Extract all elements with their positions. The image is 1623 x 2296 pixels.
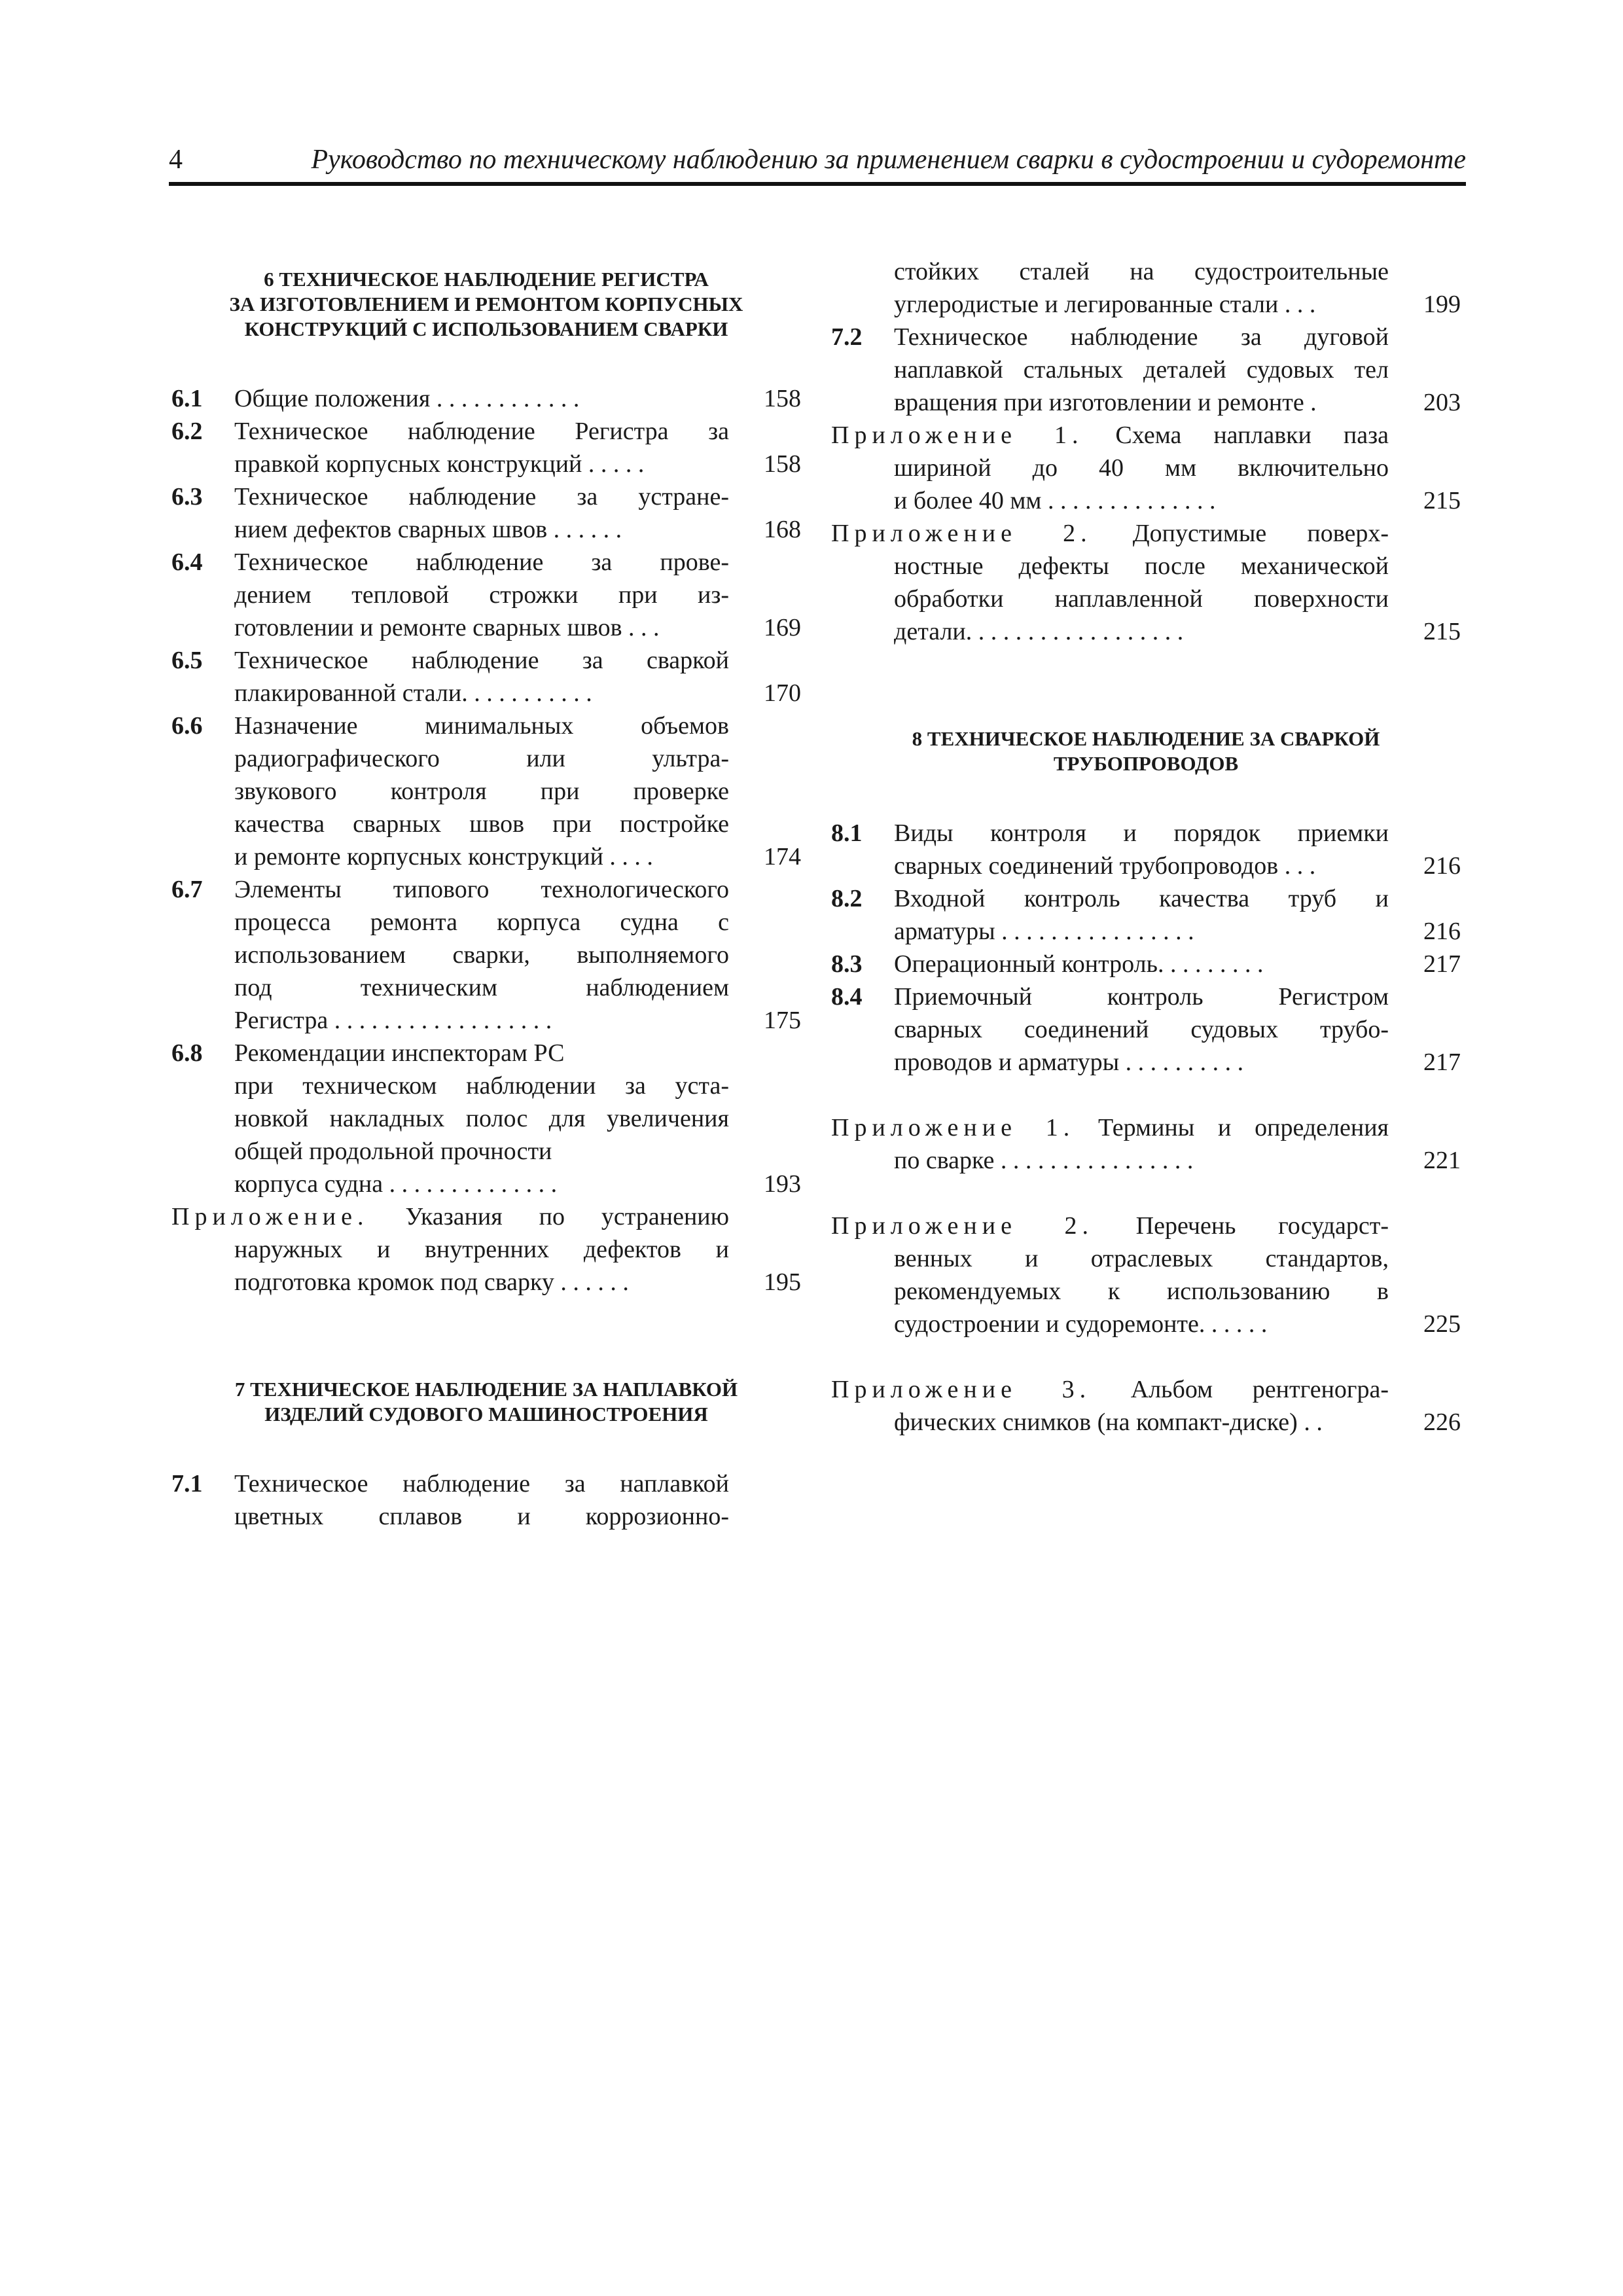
entry-title: Приложение 2. Перечень государст- венных и отраслевых стандартов, рекомендуемых к использованию в судостроении и судоремонте. . . . . . [831, 1212, 1389, 1338]
entry-page: 216 [1423, 918, 1461, 945]
entry-number: 6.3 [171, 483, 203, 511]
entry-title: Техническое наблюдение за сваркой плакированной стали. . . . . . . . . . . [234, 647, 729, 707]
toc-entry-8-3[interactable] [831, 948, 1461, 980]
toc-entry-8-2[interactable] [831, 882, 1461, 948]
entry-title: Операционный контроль. . . . . . . . . [894, 950, 1264, 978]
page-header [169, 143, 1466, 186]
entry-title: Техническое наблюдение за устране- нием дефектов сварных швов . . . . . . [234, 483, 729, 543]
appendix-label: Приложение 2. [831, 520, 1092, 547]
entry-number: 6.4 [171, 548, 203, 576]
entry-title: Входной контроль качества труб и арматуры . . . . . . . . . . . . . . . . [894, 885, 1389, 945]
entry-page: 158 [764, 450, 801, 478]
entry-title: Назначение минимальных объемов радиографического или ультра- звукового контроля при проверке качества сварных швов при постройке и ремонте корпусных конструкций . . . . [234, 712, 729, 870]
entry-title: стойких сталей на судостроительные углеродистые и легированные стали . . . [894, 258, 1389, 318]
left-column [171, 267, 801, 1533]
entry-number: 6.8 [171, 1039, 203, 1067]
toc-entry-section-7-appendix-1[interactable] [831, 419, 1461, 517]
entry-page: 199 [1423, 291, 1461, 318]
entry-page: 174 [764, 843, 801, 870]
right-column [831, 255, 1461, 1439]
entry-title: Приложение 2. Допустимые поверх- ностные дефекты после механической обработки наплавленной поверхности детали. . . . . . . . . . . . . . . . . . [831, 520, 1389, 645]
entry-page: 203 [1423, 389, 1461, 416]
entry-title: Техническое наблюдение за наплавкой цветных сплавов и коррозионно- [234, 1470, 729, 1530]
toc-entry-6-8[interactable] [171, 1037, 801, 1200]
entry-number: 8.1 [831, 819, 863, 847]
entry-number: 8.2 [831, 885, 863, 912]
toc-entry-7-2[interactable] [831, 321, 1461, 419]
toc-entry-section-8-appendix-2[interactable] [831, 1210, 1461, 1340]
toc-entry-section-7-appendix-2[interactable] [831, 517, 1461, 648]
entry-page: 215 [1423, 618, 1461, 645]
appendix-label: Приложение 1. [831, 1114, 1075, 1141]
entry-page: 168 [764, 516, 801, 543]
section-7-title: 7 ТЕХНИЧЕСКОЕ НАБЛЮДЕНИЕ ЗА НАПЛАВКОЙ ИЗДЕЛИЙ СУДОВОГО МАШИНОСТРОЕНИЯ [234, 1378, 738, 1426]
toc-entry-6-2[interactable] [171, 415, 801, 480]
entry-page: 170 [764, 679, 801, 707]
toc-entry-7-1[interactable] [171, 1467, 801, 1533]
entry-title: Приложение 1. Термины и определения по сварке . . . . . . . . . . . . . . . . [831, 1114, 1389, 1174]
toc-entry-7-1-continued[interactable] [831, 255, 1461, 321]
entry-title: Общие положения . . . . . . . . . . . . [234, 385, 580, 412]
entry-page: 226 [1423, 1408, 1461, 1436]
entry-title: Рекомендации инспекторам РС при техническом наблюдении за уста- новкой накладных полос для увеличения общей продольной прочности корпуса судна . . . . . . . . . . . . . . [234, 1039, 729, 1198]
toc-entry-6-6[interactable] [171, 709, 801, 873]
entry-page: 175 [764, 1007, 801, 1034]
toc-section-7-continued [831, 255, 1461, 648]
toc-entry-6-5[interactable] [171, 644, 801, 709]
toc-section-8 [831, 817, 1461, 1439]
toc-entry-8-1[interactable] [831, 817, 1461, 882]
entry-page: 158 [764, 385, 801, 412]
entry-title: Приложение. Указания по устранению наружных и внутренних дефектов и подготовка кромок под сварку . . . . . . [171, 1203, 730, 1296]
toc-entry-section-8-appendix-3[interactable] [831, 1373, 1461, 1439]
entry-number: 8.4 [831, 983, 863, 1011]
toc-section-7 [171, 1467, 801, 1533]
entry-number: 6.2 [171, 418, 203, 445]
entry-page: 221 [1423, 1147, 1461, 1174]
entry-title: Виды контроля и порядок приемки сварных соединений трубопроводов . . . [894, 819, 1389, 880]
entry-number: 6.5 [171, 647, 203, 674]
toc-entry-section-6-appendix[interactable] [171, 1200, 801, 1299]
entry-number: 6.6 [171, 712, 203, 740]
appendix-label: Приложение 2. [831, 1212, 1094, 1240]
entry-page: 215 [1423, 487, 1461, 514]
toc-section-6 [171, 382, 801, 1299]
entry-title: Техническое наблюдение за дуговой наплавкой стальных деталей судовых тел вращения при изготовлении и ремонте . [894, 323, 1389, 416]
entry-number: 6.7 [171, 876, 203, 903]
entry-number: 8.3 [831, 950, 863, 978]
entry-number: 7.1 [171, 1470, 203, 1498]
toc-entry-section-8-appendix-1[interactable] [831, 1111, 1461, 1177]
entry-title: Техническое наблюдение Регистра за правкой корпусных конструкций . . . . . [234, 418, 729, 478]
toc-entry-6-7[interactable] [171, 873, 801, 1037]
entry-page: 216 [1423, 852, 1461, 880]
toc-entry-6-4[interactable] [171, 546, 801, 644]
entry-number: 6.1 [171, 385, 203, 412]
entry-title: Техническое наблюдение за прове- дением тепловой строжки при из- готовлении и ремонте сварных швов . . . [234, 548, 729, 641]
appendix-label: Приложение 3. [831, 1376, 1092, 1403]
section-6-title: 6 ТЕХНИЧЕСКОЕ НАБЛЮДЕНИЕ РЕГИСТРА ЗА ИЗГОТОВЛЕНИЕМ И РЕМОНТОМ КОРПУСНЫХ КОНСТРУКЦИЙ С ИСПОЛЬЗОВАНИЕМ СВАРКИ [229, 268, 743, 340]
page-number: 4 [169, 145, 183, 175]
entry-page: 169 [764, 614, 801, 641]
entry-title: Приемочный контроль Регистром сварных соединений судовых трубо- проводов и арматуры . . . . . . . . . . [894, 983, 1389, 1076]
section-8-title: 8 ТЕХНИЧЕСКОЕ НАБЛЮДЕНИЕ ЗА СВАРКОЙ ТРУБОПРОВОДОВ [912, 727, 1380, 775]
running-title: Руководство по техническому наблюдению за применением сварки в судостроении и судоремонте [311, 145, 1466, 175]
appendix-label: Приложение. [171, 1203, 369, 1230]
entry-page: 195 [764, 1268, 801, 1296]
toc-entry-6-3[interactable] [171, 480, 801, 546]
appendix-label: Приложение 1. [831, 422, 1084, 449]
entry-number: 7.2 [831, 323, 863, 351]
entry-page: 225 [1423, 1310, 1461, 1338]
toc-entry-8-4[interactable] [831, 980, 1461, 1079]
entry-title: Элементы типового технологического процесса ремонта корпуса судна с использованием сварки, выполняемого под техническим наблюдением Регистра . . . . . . . . . . . . . . . . . . [234, 876, 729, 1034]
entry-page: 193 [764, 1170, 801, 1198]
entry-page: 217 [1423, 1049, 1461, 1076]
toc-entry-6-1[interactable] [171, 382, 801, 415]
entry-title: Приложение 3. Альбом рентгеногра- фических снимков (на компакт-диске) . . [831, 1376, 1389, 1436]
entry-page: 217 [1423, 950, 1461, 978]
entry-title: Приложение 1. Схема наплавки паза шириной до 40 мм включительно и более 40 мм . . . . . . . . . . . . . . [831, 422, 1389, 514]
